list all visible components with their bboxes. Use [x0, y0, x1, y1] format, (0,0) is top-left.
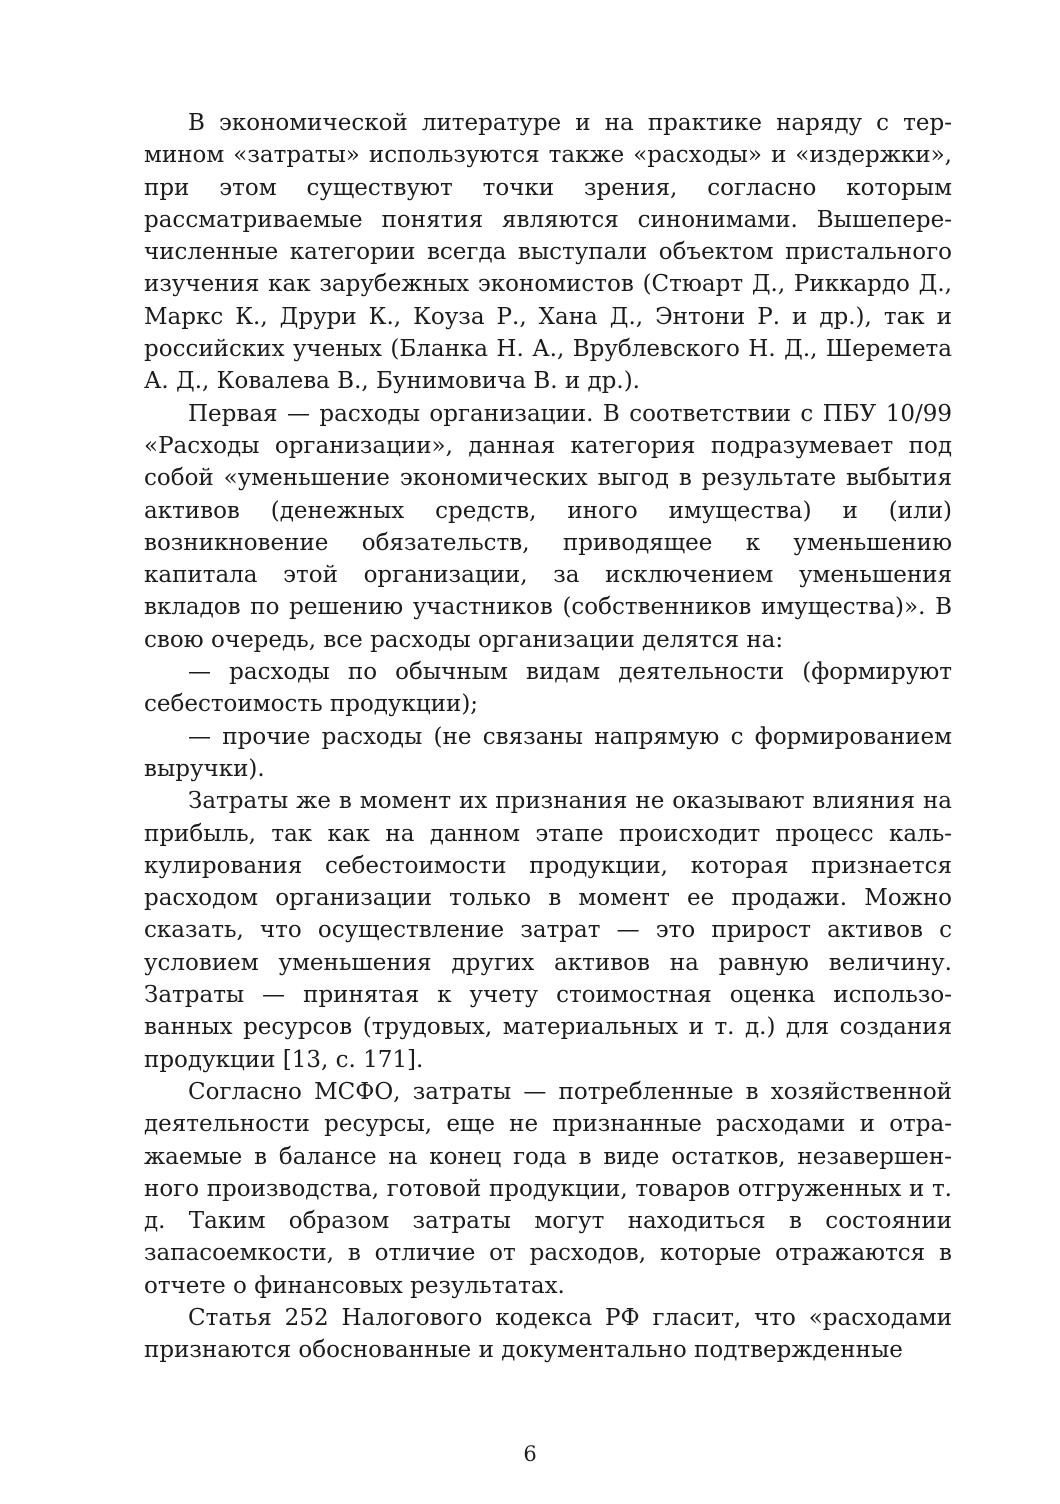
paragraph-terms-synonyms: В экономической литературе и на практике наряду с термином «затраты» используются также «расходы» и «издержки», при этом существуют точки зрения, согласно которым рассматриваемые понятия являются синонимами. Вышеперечисленные категории всегда выступали объектом пристального изучения как зарубежных экономистов (Стюарт Д., Риккардо Д., Маркс К., Друри К., Коуза Р., Хана Д., Энтони Р. и др.), так и российских ученых (Бланка Н. А., Врублевского Н. Д., Шеремета А. Д., Ковалева В., Бунимовича В. и др.).	[144, 110, 952, 395]
list-item-ordinary-expenses: — расходы по обычным видам деятельности (формируют себестоимость продукции);	[144, 659, 952, 718]
paragraph-costs-recognition: Затраты же в момент их признания не оказывают влияния на прибыль, так как на данном этапе происходит процесс калькулирования себестоимости продукции, которая признается расходом организации только в момент ее продажи. Можно сказать, что осуществление затрат — это прирост активов с условием уменьшения других активов на равную величину. Затраты — принятая к учету стоимостная оценка использованных ресурсов (трудовых, материальных и т. д.) для создания продукции [13, с. 171].	[144, 788, 952, 1073]
page-body	[144, 107, 952, 1367]
page-number: 6	[523, 1442, 537, 1466]
paragraph-tax-code-article: Статья 252 Налогового кодекса РФ гласит, что «расходами признаются обоснованные и документально подтвержденные	[144, 1304, 952, 1364]
paragraph-ifrs-costs: Согласно МСФО, затраты — потребленные в хозяйственной деятельности ресурсы, еще не признанные расходами и отражаемые в балансе на конец года в виде остатков, незавершенного производства, готовой продукции, товаров отгруженных и т. д. Таким образом затраты могут находиться в состоянии запасоемкости, в отличие от расходов, которые отражаются в отчете о финансовых результатах.	[144, 1078, 952, 1299]
paragraph-organization-expenses: Первая — расходы организации. В соответствии с ПБУ 10/99 «Расходы организации», данная категория подразумевает под собой «уменьшение экономических выгод в результате выбытия активов (денежных средств, иного имущества) и (или) возникновение обязательств, приводящее к уменьшению капитала этой организации, за исключением уменьшения вкладов по решению участников (собственников имущества)». В свою очередь, все расходы организации делятся на:	[144, 400, 952, 653]
list-item-other-expenses: — прочие расходы (не связаны напрямую с формированием выручки).	[144, 723, 952, 782]
